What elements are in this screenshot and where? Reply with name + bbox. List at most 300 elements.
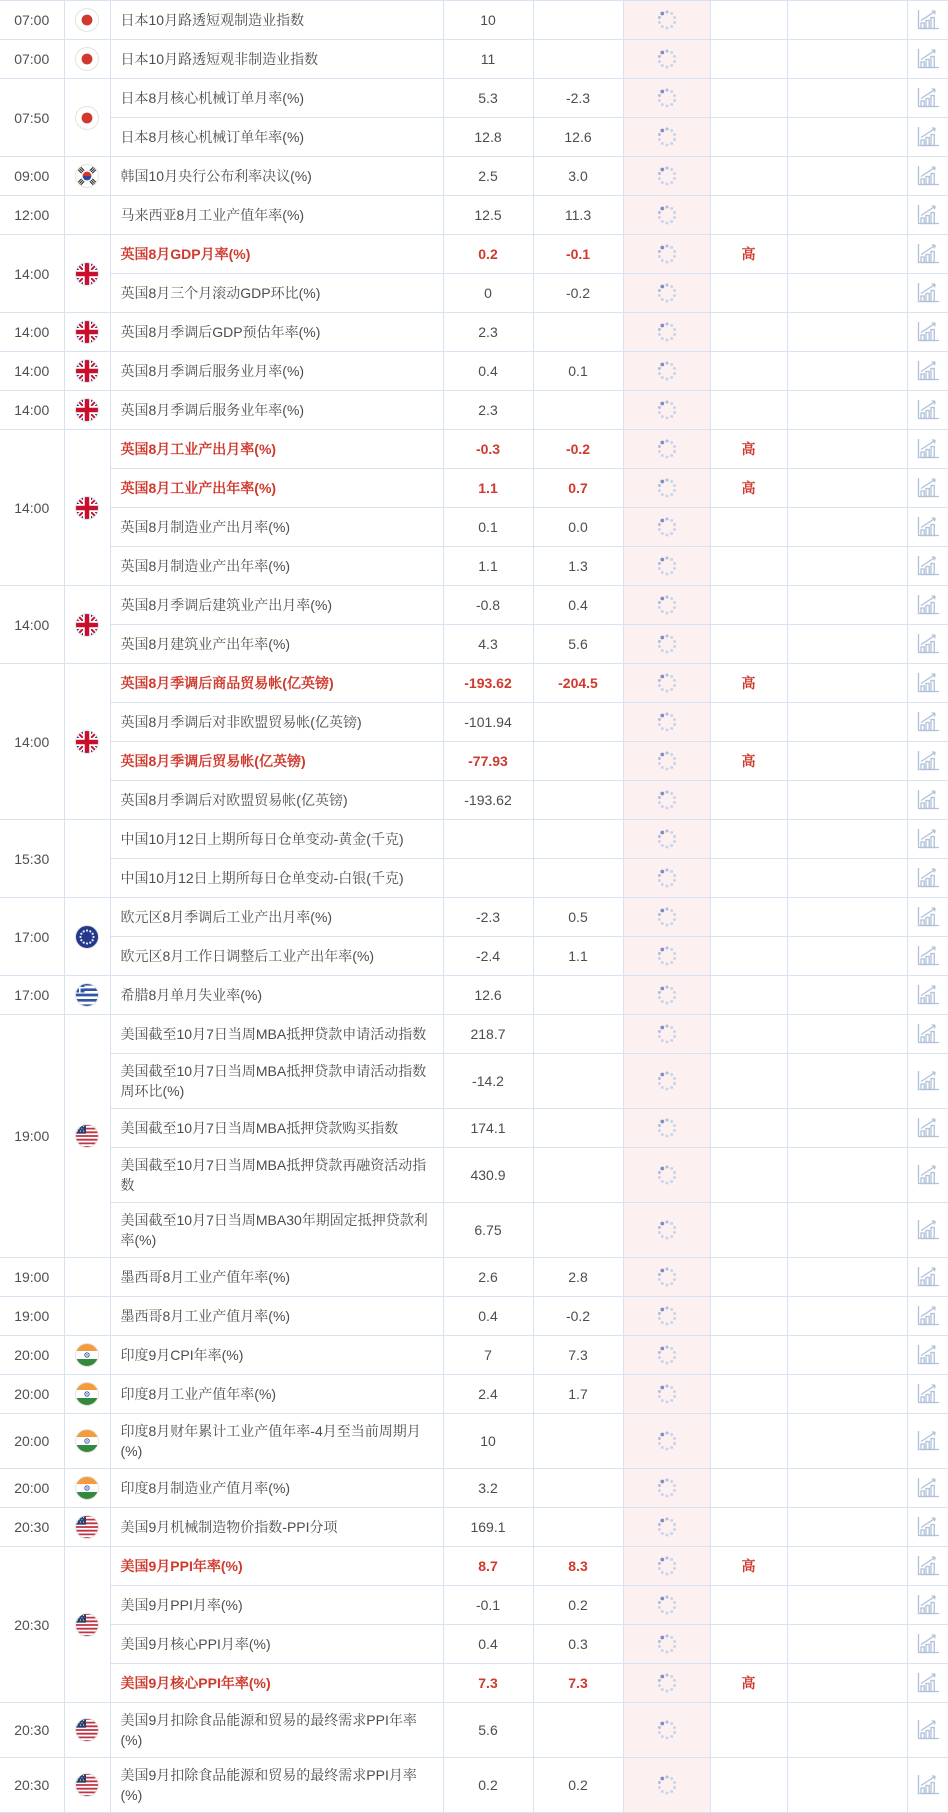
indicator-name: 希腊8月单月失业率(%) bbox=[110, 976, 443, 1015]
importance-badge bbox=[710, 40, 787, 79]
indicator-name: 英国8月制造业产出月率(%) bbox=[110, 508, 443, 547]
table-row bbox=[0, 235, 948, 274]
time-cell: 19:00 bbox=[0, 1015, 64, 1258]
loading-spinner-icon bbox=[654, 670, 680, 696]
uk-flag-icon bbox=[75, 496, 99, 520]
actual-value: -0.3 bbox=[443, 430, 533, 469]
time-cell: 15:30 bbox=[0, 820, 64, 898]
time-cell: 20:30 bbox=[0, 1703, 64, 1758]
forecast-value: -204.5 bbox=[533, 664, 623, 703]
flag-cell bbox=[64, 1375, 110, 1414]
importance-badge bbox=[710, 625, 787, 664]
forecast-value: 0.7 bbox=[533, 469, 623, 508]
time-cell: 14:00 bbox=[0, 664, 64, 820]
table-row bbox=[0, 1336, 948, 1375]
loading-spinner-icon bbox=[654, 787, 680, 813]
empty-cell bbox=[787, 1414, 907, 1469]
time-cell: 19:00 bbox=[0, 1297, 64, 1336]
table-row bbox=[0, 274, 948, 313]
forecast-value bbox=[533, 1203, 623, 1258]
flag-cell bbox=[64, 976, 110, 1015]
time-cell: 20:00 bbox=[0, 1414, 64, 1469]
table-row bbox=[0, 820, 948, 859]
loading-spinner-icon bbox=[654, 1021, 680, 1047]
loading-spinner-icon bbox=[654, 904, 680, 930]
usa-flag-icon bbox=[75, 1613, 99, 1637]
importance-badge bbox=[710, 1054, 787, 1109]
spinner-cell bbox=[623, 547, 710, 586]
time-cell: 07:00 bbox=[0, 40, 64, 79]
bar-chart-icon bbox=[915, 632, 941, 656]
empty-cell bbox=[787, 1297, 907, 1336]
table-row bbox=[0, 703, 948, 742]
chart-link[interactable] bbox=[907, 1469, 948, 1508]
bar-chart-icon bbox=[915, 827, 941, 851]
chart-link[interactable] bbox=[907, 1203, 948, 1258]
actual-value: 7.3 bbox=[443, 1664, 533, 1703]
chart-link[interactable] bbox=[907, 1547, 948, 1586]
importance-badge bbox=[710, 118, 787, 157]
empty-cell bbox=[787, 1508, 907, 1547]
forecast-value bbox=[533, 781, 623, 820]
chart-link[interactable] bbox=[907, 664, 948, 703]
importance-badge bbox=[710, 1625, 787, 1664]
importance-badge: 高 bbox=[710, 1664, 787, 1703]
loading-spinner-icon bbox=[654, 1428, 680, 1454]
flag-cell bbox=[64, 157, 110, 196]
spinner-cell bbox=[623, 1586, 710, 1625]
forecast-value: 0.3 bbox=[533, 1625, 623, 1664]
forecast-value bbox=[533, 742, 623, 781]
flag-cell bbox=[64, 1297, 110, 1336]
loading-spinner-icon bbox=[654, 319, 680, 345]
chart-link[interactable] bbox=[907, 1054, 948, 1109]
time-cell: 20:30 bbox=[0, 1508, 64, 1547]
table-row bbox=[0, 1015, 948, 1054]
chart-link[interactable] bbox=[907, 1414, 948, 1469]
empty-cell bbox=[787, 625, 907, 664]
table-row bbox=[0, 118, 948, 157]
loading-spinner-icon bbox=[654, 1264, 680, 1290]
empty-cell bbox=[787, 1703, 907, 1758]
chart-link[interactable] bbox=[907, 313, 948, 352]
bar-chart-icon bbox=[915, 671, 941, 695]
flag-cell bbox=[64, 1469, 110, 1508]
empty-cell bbox=[787, 79, 907, 118]
importance-badge bbox=[710, 1375, 787, 1414]
chart-link[interactable] bbox=[907, 937, 948, 976]
spinner-cell bbox=[623, 1758, 710, 1813]
indicator-name: 英国8月三个月滚动GDP环比(%) bbox=[110, 274, 443, 313]
chart-link[interactable] bbox=[907, 235, 948, 274]
loading-spinner-icon bbox=[654, 748, 680, 774]
bar-chart-icon bbox=[915, 1304, 941, 1328]
actual-value: -2.3 bbox=[443, 898, 533, 937]
table-row bbox=[0, 937, 948, 976]
indicator-name: 美国截至10月7日当周MBA抵押贷款申请活动指数周环比(%) bbox=[110, 1054, 443, 1109]
bar-chart-icon bbox=[915, 944, 941, 968]
flag-cell bbox=[64, 1703, 110, 1758]
forecast-value bbox=[533, 1054, 623, 1109]
chart-link[interactable] bbox=[907, 1336, 948, 1375]
spinner-cell bbox=[623, 1469, 710, 1508]
loading-spinner-icon bbox=[654, 7, 680, 33]
forecast-value: 5.6 bbox=[533, 625, 623, 664]
chart-link[interactable] bbox=[907, 1625, 948, 1664]
bar-chart-icon bbox=[915, 398, 941, 422]
actual-value: 10 bbox=[443, 1, 533, 40]
spinner-cell bbox=[623, 274, 710, 313]
chart-link[interactable] bbox=[907, 976, 948, 1015]
uk-flag-icon bbox=[75, 730, 99, 754]
flag-cell bbox=[64, 664, 110, 820]
bar-chart-icon bbox=[915, 983, 941, 1007]
table-row bbox=[0, 1547, 948, 1586]
indicator-name: 英国8月季调后对非欧盟贸易帐(亿英镑) bbox=[110, 703, 443, 742]
uk-flag-icon bbox=[75, 613, 99, 637]
chart-link[interactable] bbox=[907, 1109, 948, 1148]
loading-spinner-icon bbox=[654, 1514, 680, 1540]
actual-value: 10 bbox=[443, 1414, 533, 1469]
chart-link[interactable] bbox=[907, 1297, 948, 1336]
chart-link[interactable] bbox=[907, 820, 948, 859]
bar-chart-icon bbox=[915, 1632, 941, 1656]
indicator-name: 中国10月12日上期所每日仓单变动-黄金(千克) bbox=[110, 820, 443, 859]
forecast-value: 0.2 bbox=[533, 1758, 623, 1813]
bar-chart-icon bbox=[915, 203, 941, 227]
time-cell: 20:30 bbox=[0, 1758, 64, 1813]
forecast-value: 1.1 bbox=[533, 937, 623, 976]
bar-chart-icon bbox=[915, 1671, 941, 1695]
importance-badge bbox=[710, 859, 787, 898]
forecast-value bbox=[533, 313, 623, 352]
spinner-cell bbox=[623, 1203, 710, 1258]
usa-flag-icon bbox=[75, 1515, 99, 1539]
empty-cell bbox=[787, 664, 907, 703]
spinner-cell bbox=[623, 664, 710, 703]
table-row bbox=[0, 196, 948, 235]
chart-link[interactable] bbox=[907, 391, 948, 430]
empty-cell bbox=[787, 586, 907, 625]
forecast-value: 8.3 bbox=[533, 1547, 623, 1586]
spinner-cell bbox=[623, 1508, 710, 1547]
bar-chart-icon bbox=[915, 320, 941, 344]
spinner-cell bbox=[623, 859, 710, 898]
chart-link[interactable] bbox=[907, 1703, 948, 1758]
empty-cell bbox=[787, 1109, 907, 1148]
india-flag-icon bbox=[75, 1429, 99, 1453]
empty-cell bbox=[787, 976, 907, 1015]
loading-spinner-icon bbox=[654, 709, 680, 735]
table-row bbox=[0, 859, 948, 898]
loading-spinner-icon bbox=[654, 982, 680, 1008]
table-row bbox=[0, 1758, 948, 1813]
chart-link[interactable] bbox=[907, 1148, 948, 1203]
table-row bbox=[0, 430, 948, 469]
time-cell: 20:00 bbox=[0, 1336, 64, 1375]
loading-spinner-icon bbox=[654, 397, 680, 423]
indicator-name: 美国9月PPI月率(%) bbox=[110, 1586, 443, 1625]
indicator-name: 美国截至10月7日当周MBA抵押贷款购买指数 bbox=[110, 1109, 443, 1148]
uk-flag-icon bbox=[75, 320, 99, 344]
importance-badge bbox=[710, 898, 787, 937]
bar-chart-icon bbox=[915, 1265, 941, 1289]
forecast-value bbox=[533, 703, 623, 742]
spinner-cell bbox=[623, 1336, 710, 1375]
bar-chart-icon bbox=[915, 1476, 941, 1500]
time-cell: 17:00 bbox=[0, 976, 64, 1015]
table-row bbox=[0, 469, 948, 508]
bar-chart-icon bbox=[915, 281, 941, 305]
importance-badge bbox=[710, 1758, 787, 1813]
loading-spinner-icon bbox=[654, 1475, 680, 1501]
calendar-table-body bbox=[0, 1, 948, 1813]
chart-link[interactable] bbox=[907, 625, 948, 664]
table-row bbox=[0, 79, 948, 118]
spinner-cell bbox=[623, 508, 710, 547]
time-cell: 14:00 bbox=[0, 430, 64, 586]
chart-link[interactable] bbox=[907, 430, 948, 469]
importance-badge bbox=[710, 937, 787, 976]
chart-link[interactable] bbox=[907, 469, 948, 508]
flag-cell bbox=[64, 1547, 110, 1703]
table-row bbox=[0, 664, 948, 703]
importance-badge: 高 bbox=[710, 664, 787, 703]
actual-value: 7 bbox=[443, 1336, 533, 1375]
chart-link[interactable] bbox=[907, 1, 948, 40]
table-row bbox=[0, 1375, 948, 1414]
empty-cell bbox=[787, 1469, 907, 1508]
spinner-cell bbox=[623, 1, 710, 40]
chart-link[interactable] bbox=[907, 1508, 948, 1547]
spinner-cell bbox=[623, 1703, 710, 1758]
loading-spinner-icon bbox=[654, 1553, 680, 1579]
chart-link[interactable] bbox=[907, 547, 948, 586]
chart-link[interactable] bbox=[907, 118, 948, 157]
bar-chart-icon bbox=[915, 1069, 941, 1093]
actual-value: 430.9 bbox=[443, 1148, 533, 1203]
forecast-value: 0.0 bbox=[533, 508, 623, 547]
importance-badge bbox=[710, 274, 787, 313]
table-row bbox=[0, 1703, 948, 1758]
indicator-name: 英国8月季调后商品贸易帐(亿英镑) bbox=[110, 664, 443, 703]
table-row bbox=[0, 625, 948, 664]
empty-cell bbox=[787, 313, 907, 352]
loading-spinner-icon bbox=[654, 475, 680, 501]
empty-cell bbox=[787, 430, 907, 469]
chart-link[interactable] bbox=[907, 1015, 948, 1054]
actual-value bbox=[443, 820, 533, 859]
spinner-cell bbox=[623, 313, 710, 352]
bar-chart-icon bbox=[915, 476, 941, 500]
time-cell: 12:00 bbox=[0, 196, 64, 235]
chart-link[interactable] bbox=[907, 274, 948, 313]
table-row bbox=[0, 1414, 948, 1469]
bar-chart-icon bbox=[915, 1116, 941, 1140]
indicator-name: 马来西亚8月工业产值年率(%) bbox=[110, 196, 443, 235]
table-row bbox=[0, 1203, 948, 1258]
chart-link[interactable] bbox=[907, 1375, 948, 1414]
actual-value: 5.6 bbox=[443, 1703, 533, 1758]
loading-spinner-icon bbox=[654, 85, 680, 111]
actual-value: -193.62 bbox=[443, 664, 533, 703]
loading-spinner-icon bbox=[654, 241, 680, 267]
empty-cell bbox=[787, 274, 907, 313]
flag-cell bbox=[64, 820, 110, 898]
importance-badge bbox=[710, 391, 787, 430]
indicator-name: 英国8月季调后服务业年率(%) bbox=[110, 391, 443, 430]
importance-badge bbox=[710, 820, 787, 859]
importance-badge bbox=[710, 1508, 787, 1547]
time-cell: 20:30 bbox=[0, 1547, 64, 1703]
forecast-value bbox=[533, 820, 623, 859]
indicator-name: 美国9月扣除食品能源和贸易的最终需求PPI年率(%) bbox=[110, 1703, 443, 1758]
empty-cell bbox=[787, 1664, 907, 1703]
chart-link[interactable] bbox=[907, 898, 948, 937]
time-cell: 09:00 bbox=[0, 157, 64, 196]
empty-cell bbox=[787, 703, 907, 742]
bar-chart-icon bbox=[915, 125, 941, 149]
flag-cell bbox=[64, 391, 110, 430]
flag-cell bbox=[64, 1336, 110, 1375]
forecast-value: 3.0 bbox=[533, 157, 623, 196]
chart-link[interactable] bbox=[907, 40, 948, 79]
time-cell: 14:00 bbox=[0, 352, 64, 391]
table-row bbox=[0, 1, 948, 40]
table-row bbox=[0, 391, 948, 430]
usa-flag-icon bbox=[75, 1718, 99, 1742]
importance-badge bbox=[710, 1586, 787, 1625]
bar-chart-icon bbox=[915, 1218, 941, 1242]
actual-value bbox=[443, 859, 533, 898]
importance-badge bbox=[710, 1148, 787, 1203]
chart-link[interactable] bbox=[907, 742, 948, 781]
table-row bbox=[0, 1148, 948, 1203]
indicator-name: 英国8月工业产出年率(%) bbox=[110, 469, 443, 508]
importance-badge bbox=[710, 508, 787, 547]
importance-badge bbox=[710, 1414, 787, 1469]
indicator-name: 日本8月核心机械订单年率(%) bbox=[110, 118, 443, 157]
time-cell: 14:00 bbox=[0, 391, 64, 430]
importance-badge bbox=[710, 703, 787, 742]
actual-value: 11 bbox=[443, 40, 533, 79]
time-cell: 07:00 bbox=[0, 1, 64, 40]
importance-badge bbox=[710, 1297, 787, 1336]
bar-chart-icon bbox=[915, 554, 941, 578]
chart-link[interactable] bbox=[907, 859, 948, 898]
chart-link[interactable] bbox=[907, 1758, 948, 1813]
time-cell: 14:00 bbox=[0, 586, 64, 664]
time-cell: 14:00 bbox=[0, 313, 64, 352]
indicator-name: 美国截至10月7日当周MBA30年期固定抵押贷款利率(%) bbox=[110, 1203, 443, 1258]
empty-cell bbox=[787, 391, 907, 430]
india-flag-icon bbox=[75, 1343, 99, 1367]
uk-flag-icon bbox=[75, 359, 99, 383]
indicator-name: 英国8月工业产出月率(%) bbox=[110, 430, 443, 469]
actual-value: 0.2 bbox=[443, 235, 533, 274]
flag-cell bbox=[64, 898, 110, 976]
forecast-value: 7.3 bbox=[533, 1664, 623, 1703]
table-row bbox=[0, 547, 948, 586]
chart-link[interactable] bbox=[907, 196, 948, 235]
empty-cell bbox=[787, 1625, 907, 1664]
actual-value: 174.1 bbox=[443, 1109, 533, 1148]
actual-value: 2.3 bbox=[443, 391, 533, 430]
chart-link[interactable] bbox=[907, 781, 948, 820]
loading-spinner-icon bbox=[654, 124, 680, 150]
chart-link[interactable] bbox=[907, 1664, 948, 1703]
indicator-name: 日本10月路透短观制造业指数 bbox=[110, 1, 443, 40]
chart-link[interactable] bbox=[907, 352, 948, 391]
loading-spinner-icon bbox=[654, 1592, 680, 1618]
importance-badge bbox=[710, 352, 787, 391]
time-cell: 19:00 bbox=[0, 1258, 64, 1297]
indicator-name: 英国8月季调后服务业月率(%) bbox=[110, 352, 443, 391]
chart-link[interactable] bbox=[907, 1586, 948, 1625]
forecast-value: -0.2 bbox=[533, 430, 623, 469]
bar-chart-icon bbox=[915, 710, 941, 734]
importance-badge bbox=[710, 1203, 787, 1258]
forecast-value: 2.8 bbox=[533, 1258, 623, 1297]
actual-value: 218.7 bbox=[443, 1015, 533, 1054]
chart-link[interactable] bbox=[907, 157, 948, 196]
importance-badge: 高 bbox=[710, 469, 787, 508]
bar-chart-icon bbox=[915, 593, 941, 617]
loading-spinner-icon bbox=[654, 1068, 680, 1094]
spinner-cell bbox=[623, 976, 710, 1015]
table-row bbox=[0, 1297, 948, 1336]
chart-link[interactable] bbox=[907, 1258, 948, 1297]
empty-cell bbox=[787, 118, 907, 157]
indicator-name: 英国8月季调后贸易帐(亿英镑) bbox=[110, 742, 443, 781]
importance-badge bbox=[710, 196, 787, 235]
chart-link[interactable] bbox=[907, 508, 948, 547]
chart-link[interactable] bbox=[907, 586, 948, 625]
indicator-name: 英国8月制造业产出年率(%) bbox=[110, 547, 443, 586]
greece-flag-icon bbox=[75, 983, 99, 1007]
indicator-name: 英国8月季调后建筑业产出月率(%) bbox=[110, 586, 443, 625]
spinner-cell bbox=[623, 157, 710, 196]
forecast-value: 0.2 bbox=[533, 1586, 623, 1625]
spinner-cell bbox=[623, 430, 710, 469]
chart-link[interactable] bbox=[907, 79, 948, 118]
importance-badge bbox=[710, 781, 787, 820]
indicator-name: 欧元区8月工作日调整后工业产出年率(%) bbox=[110, 937, 443, 976]
actual-value: -2.4 bbox=[443, 937, 533, 976]
bar-chart-icon bbox=[915, 8, 941, 32]
bar-chart-icon bbox=[915, 866, 941, 890]
indicator-name: 英国8月GDP月率(%) bbox=[110, 235, 443, 274]
chart-link[interactable] bbox=[907, 703, 948, 742]
forecast-value: 0.4 bbox=[533, 586, 623, 625]
empty-cell bbox=[787, 1375, 907, 1414]
spinner-cell bbox=[623, 1664, 710, 1703]
forecast-value bbox=[533, 1109, 623, 1148]
table-row bbox=[0, 1109, 948, 1148]
loading-spinner-icon bbox=[654, 358, 680, 384]
table-row bbox=[0, 976, 948, 1015]
spinner-cell bbox=[623, 391, 710, 430]
loading-spinner-icon bbox=[654, 592, 680, 618]
actual-value: -77.93 bbox=[443, 742, 533, 781]
indicator-name: 美国9月机械制造物价指数-PPI分项 bbox=[110, 1508, 443, 1547]
forecast-value: 7.3 bbox=[533, 1336, 623, 1375]
forecast-value bbox=[533, 1703, 623, 1758]
actual-value: 12.5 bbox=[443, 196, 533, 235]
importance-badge bbox=[710, 157, 787, 196]
actual-value: -193.62 bbox=[443, 781, 533, 820]
importance-badge bbox=[710, 976, 787, 1015]
